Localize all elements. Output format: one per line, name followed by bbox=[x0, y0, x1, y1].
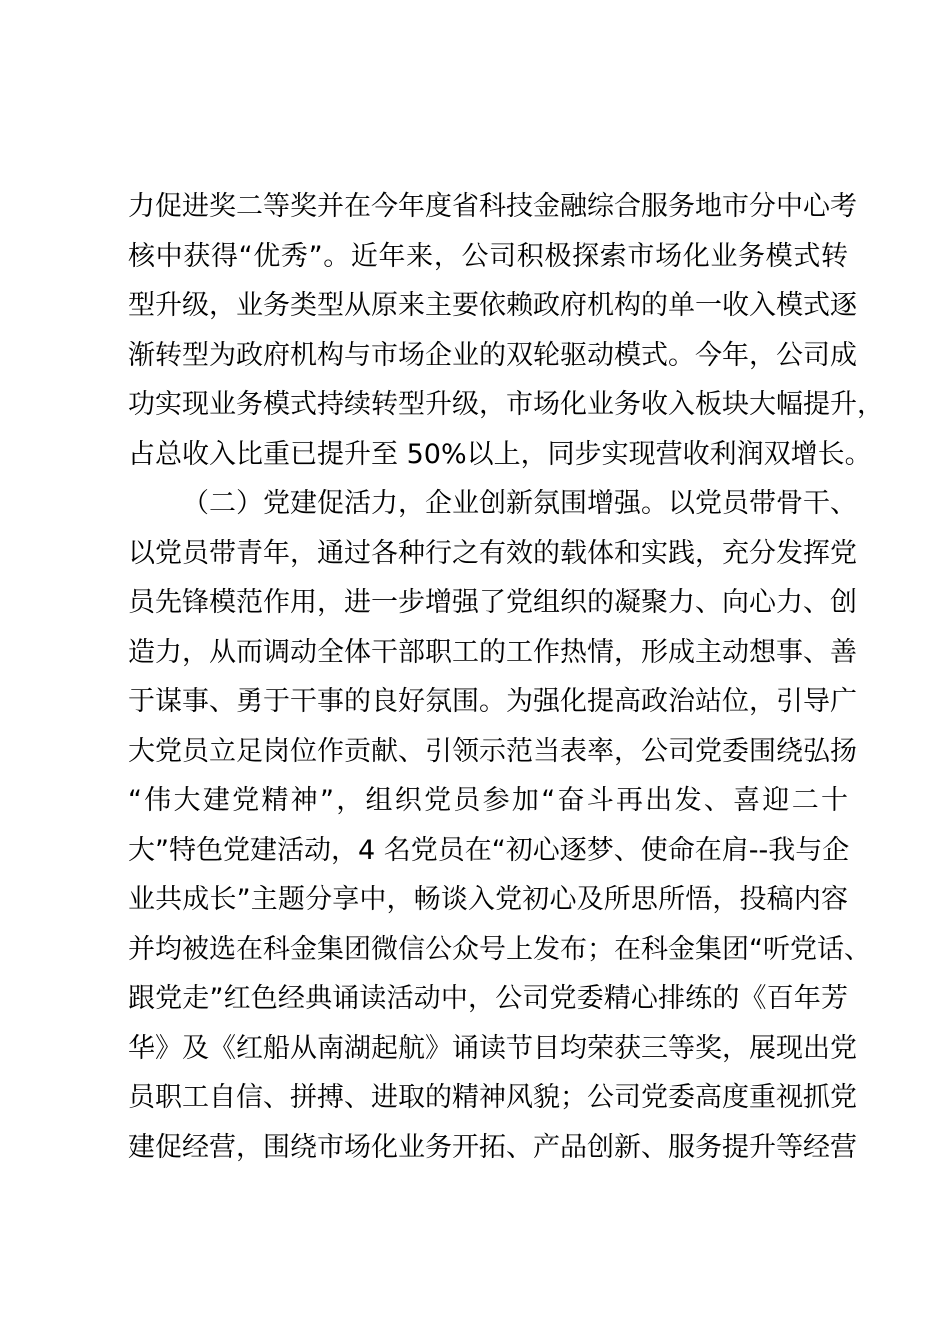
body-text bbox=[128, 182, 884, 1172]
text-line: 占总收入比重已提升至 50%以上，同步实现营收利润双增长。 bbox=[128, 438, 872, 470]
text-line: 力促进奖二等奖并在今年度省科技金融综合服务地市分中心考 bbox=[128, 191, 857, 222]
text-line: 以党员带青年，通过各种行之有效的载体和实践，充分发挥党 bbox=[128, 537, 857, 569]
text-line: 业共成长”主题分享中，畅谈入党初心及所思所悟，投稿内容 bbox=[128, 884, 848, 915]
text-line: 渐转型为政府机构与市场企业的双轮驱动模式。今年，公司成 bbox=[128, 339, 857, 371]
text-line: 员先锋模范作用，进一步增强了党组织的凝聚力、向心力、创 bbox=[128, 587, 857, 618]
text-line: 功实现业务模式持续转型升级，市场化业务收入板块大幅提升， bbox=[128, 389, 884, 420]
text-line: 大党员立足岗位作贡献、引领示范当表率，公司党委围绕弘扬 bbox=[128, 735, 857, 767]
section-heading-line: （二）党建促活力，企业创新氛围增强。以党员带骨干、 bbox=[182, 488, 857, 519]
text-line: 造力，从而调动全体干部职工的工作热情，形成主动想事、善 bbox=[128, 636, 857, 668]
text-line: 大”特色党建活动，4 名党员在“初心逐梦、使命在肩--我与企 bbox=[128, 834, 850, 866]
text-line: 于谋事、勇于干事的良好氛围。为强化提高政治站位，引导广 bbox=[128, 686, 857, 717]
text-line: 员职工自信、拼搏、进取的精神风貌；公司党委高度重视抓党 bbox=[128, 1082, 857, 1113]
text-line: 跟党走”红色经典诵读活动中，公司党委精心排练的《百年芳 bbox=[128, 983, 848, 1014]
text-line: 并均被选在科金集团微信公众号上发布；在科金集团“听党话、 bbox=[128, 933, 871, 965]
text-line: 建促经营，围绕市场化业务开拓、产品创新、服务提升等经营 bbox=[128, 1131, 857, 1163]
text-line: “伟大建党精神”，组织党员参加“奋斗再出发、喜迎二十 bbox=[128, 785, 848, 816]
text-line: 华》及《红船从南湖起航》诵读节目均荣获三等奖，展现出党 bbox=[128, 1032, 857, 1064]
text-line: 核中获得“优秀”。近年来，公司积极探索市场化业务模式转 bbox=[128, 240, 848, 272]
text-line: 型升级，业务类型从原来主要依赖政府机构的单一收入模式逐 bbox=[128, 290, 857, 321]
